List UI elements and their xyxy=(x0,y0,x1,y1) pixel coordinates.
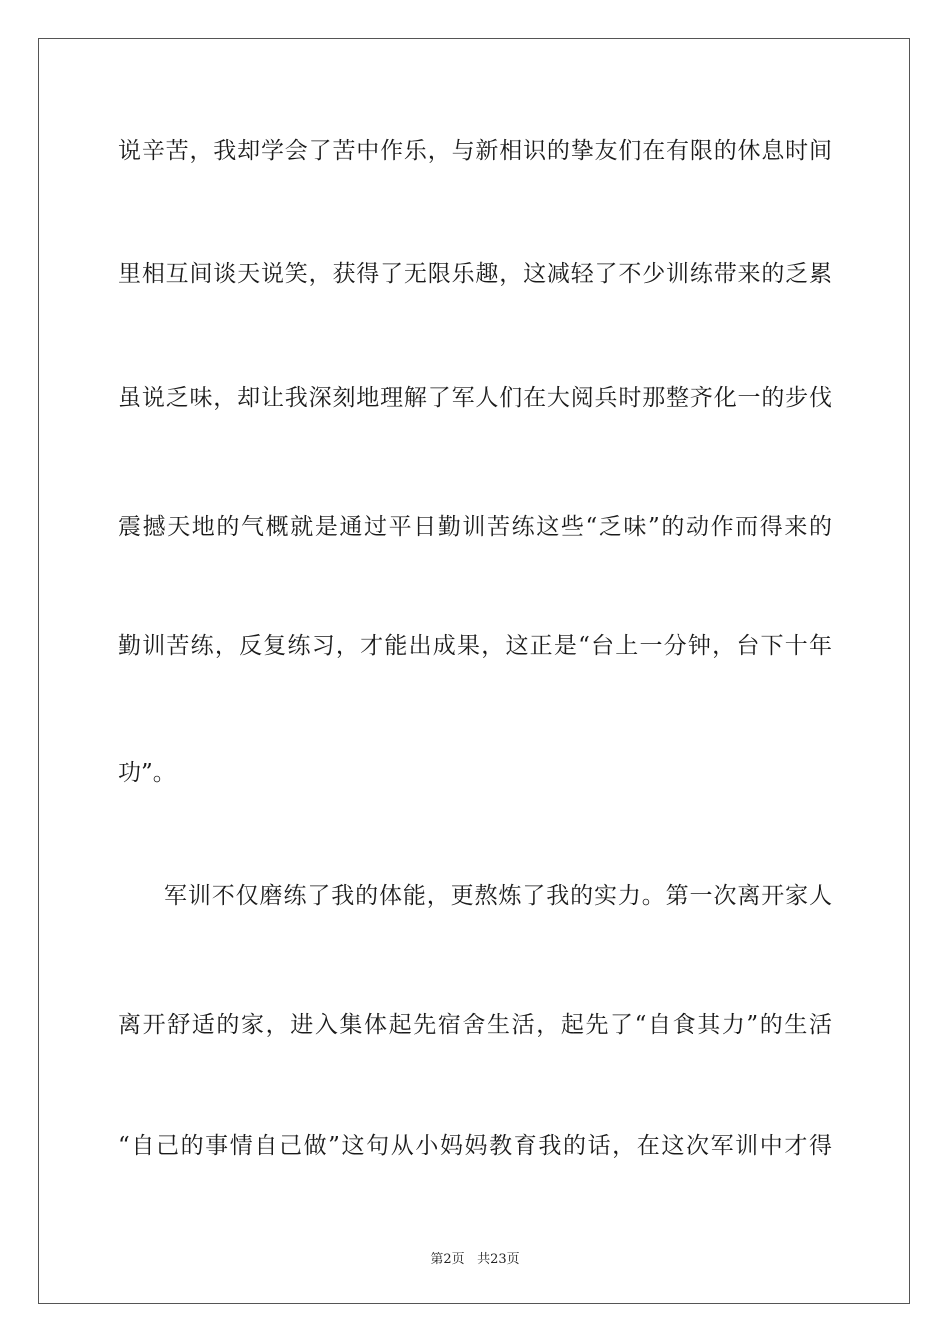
body-text-line: “自己的事情自己做”这句从小妈妈教育我的话，在这次军训中才得 xyxy=(118,1133,832,1159)
page-footer xyxy=(0,1248,950,1267)
body-text-line: 离开舒适的家，进入集体起先宿舍生活，起先了“自食其力”的生活 xyxy=(118,1012,832,1038)
body-text-line: 里相互间谈天说笑，获得了无限乐趣，这减轻了不少训练带来的乏累 xyxy=(118,261,832,287)
paragraph-first-line: 军训不仅磨练了我的体能，更熬炼了我的实力。第一次离开家人 xyxy=(164,883,832,909)
body-text-line: 勤训苦练，反复练习，才能出成果，这正是“台上一分钟，台下十年 xyxy=(118,633,832,659)
body-text-line: 震撼天地的气概就是通过平日勤训苦练这些“乏味”的动作而得来的 xyxy=(118,514,832,540)
total-pages: 共23页 xyxy=(477,1252,520,1267)
page-border xyxy=(38,38,910,1304)
body-text-line: 功”。 xyxy=(118,760,176,786)
body-text-line: 虽说乏味，却让我深刻地理解了军人们在大阅兵时那整齐化一的步伐 xyxy=(118,385,832,411)
page-number: 第2页 xyxy=(430,1252,465,1267)
body-text-line: 说辛苦，我却学会了苦中作乐，与新相识的挚友们在有限的休息时间 xyxy=(118,138,832,164)
